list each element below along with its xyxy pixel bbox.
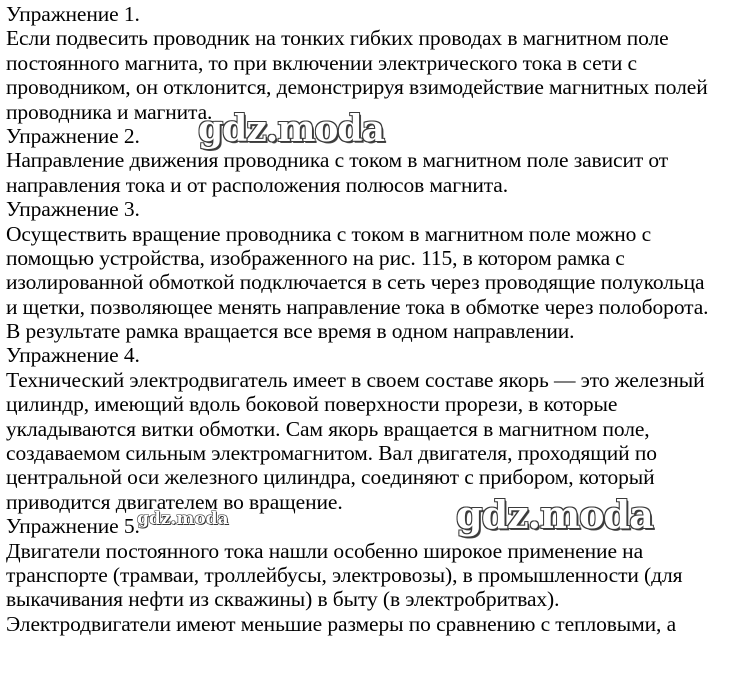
text-line: Осуществить вращение проводника с током в магнитном поле можно с (6, 221, 652, 246)
text-line: приводится двигателем во вращение. (6, 489, 343, 514)
exercise-3-heading: Упражнение 3. (6, 197, 140, 222)
text-line: Электродвигатели имеют меньшие размеры по сравнению с тепловыми, а (6, 611, 677, 636)
text-line: Технический электродвигатель имеет в своем составе якорь — это железный (6, 367, 705, 392)
document-body (6, 2, 730, 636)
watermark-small: gdz.moda (137, 509, 229, 529)
text-line: выкачивания нефти из скважины) в быту (в электробритвах). (6, 587, 560, 612)
exercise-5-heading: Упражнение 5. (6, 514, 140, 539)
text-line: транспорте (трамваи, троллейбусы, электровозы), в промышленности (для (6, 562, 683, 587)
text-line: Направление движения проводника с током в магнитном поле зависит от (6, 148, 669, 173)
exercise-4-heading: Упражнение 4. (6, 343, 140, 368)
text-line: и щетки, позволяющее менять направление тока в обмотке через полоборота. (6, 294, 709, 319)
watermark: gdz.moda (456, 492, 653, 537)
text-line: проводника и магнита. (6, 99, 213, 124)
text-line: помощью устройства, изображенного на рис. 115, в котором рамка с (6, 245, 625, 270)
text-line: Если подвесить проводник на тонких гибких проводах в магнитном поле (6, 26, 669, 51)
text-line: постоянного магнита, то при включении электрического тока в сети с (6, 50, 637, 75)
text-line: В результате рамка вращается все время в одном направлении. (6, 319, 575, 344)
exercise-2-heading: Упражнение 2. (6, 123, 140, 148)
text-line: изолированной обмоткой подключается в сеть через проводящие полукольца (6, 270, 705, 295)
text-line: проводником, он отклонится, демонстрируя взимодействие магнитных полей (6, 75, 708, 100)
exercise-1-heading: Упражнение 1. (6, 2, 140, 26)
text-line: цилиндр, имеющий вдоль боковой поверхности прорези, в которые (6, 392, 618, 417)
text-line: направления тока и от расположения полюсов магнита. (6, 172, 509, 197)
text-line: Двигатели постоянного тока нашли особенно широкое применение на (6, 538, 644, 563)
text-line: создаваемом сильным электромагнитом. Вал двигателя, проходящий по (6, 441, 657, 466)
text-line: центральной оси железного цилиндра, соединяют с прибором, который (6, 465, 655, 490)
text-line: укладываются витки обмотки. Сам якорь вращается в магнитном поле, (6, 416, 650, 441)
watermark: gdz.moda (198, 108, 384, 150)
